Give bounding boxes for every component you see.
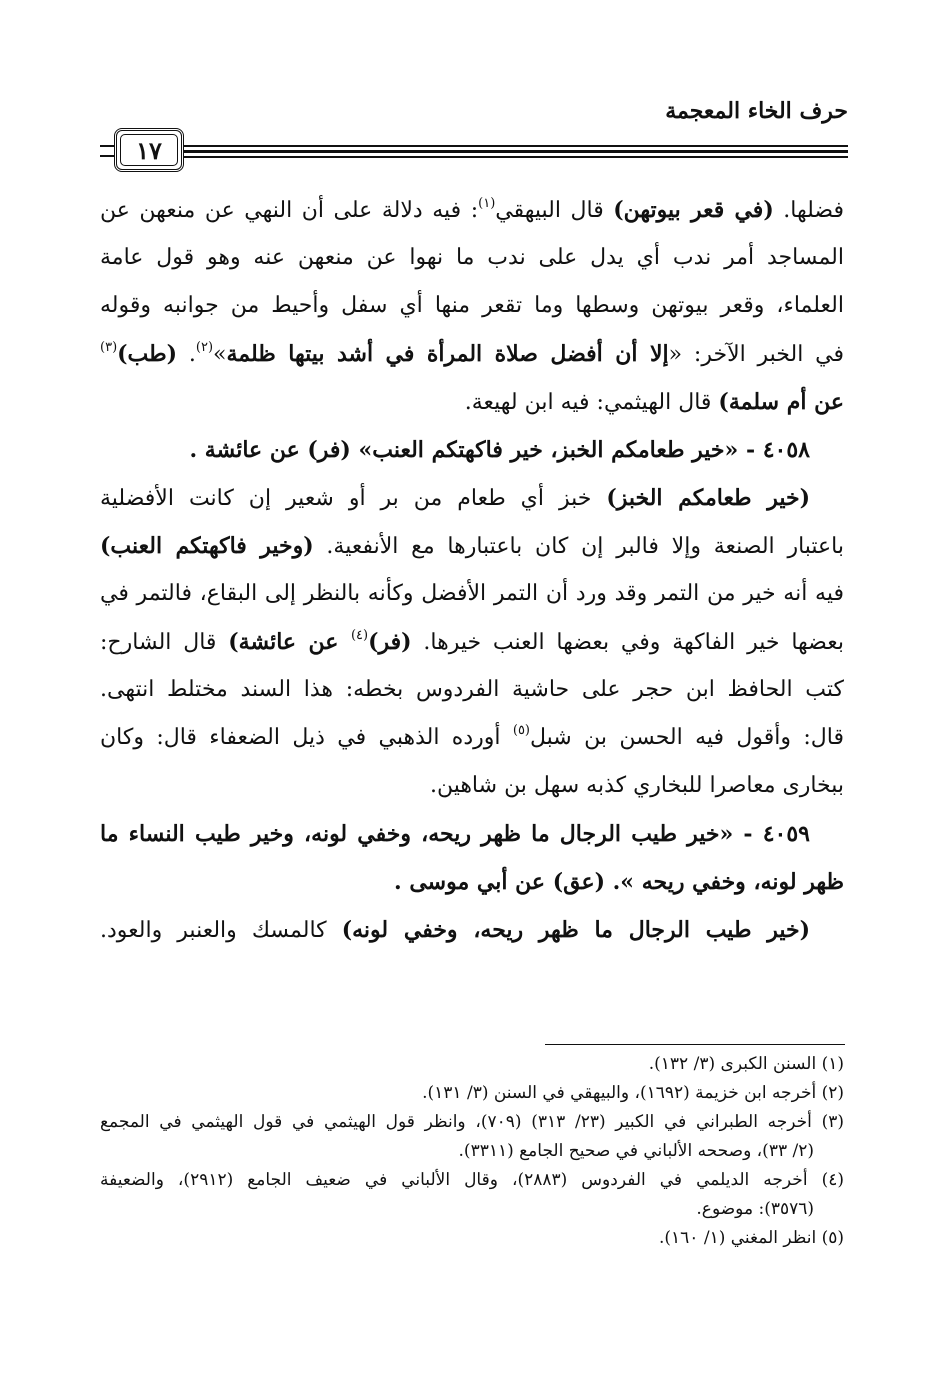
text-line: ببخارى معاصرا للبخاري كذبه سهل بن شاهين. — [429, 773, 844, 798]
text-line: كتب الحافظ ابن حجر على حاشية الفردوس بخطه: هذا السند مختلط انتهى. — [100, 677, 844, 702]
text-line: (خير طعامكم الخبز) خبز أي طعام من بر أو شعير إن كانت الأفضلية — [100, 485, 810, 511]
hadith-4059: ٤٠٥٩ - «خير طيب الرجال ما ظهر ريحه، وخفي لونه، وخير طيب النساء ما — [100, 821, 810, 847]
text-line: فيه أنه خير من التمر وقد ورد أن التمر الأفضل وكأنه بالنظر إلى البقاع، فالتمر في — [100, 581, 844, 606]
header-rule — [100, 128, 848, 176]
body-text — [100, 186, 844, 954]
footnote-ref: (٢) — [195, 340, 214, 355]
text-line: في الخبر الآخر: «إلا أن أفضل صلاة المرأة في أشد بيتها ظلمة»$^{(٢)}$. (طب)$^{(٣)}$ — [100, 340, 844, 367]
footnote-3-cont: (٢/ ٣٣)، وصححه الألباني في صحيح الجامع (٣٣١١). — [458, 1141, 814, 1161]
hadith-4058: ٤٠٥٨ - «خير طعامكم الخبز، خير فاكهتكم العنب» (فر) عن عائشة . — [189, 437, 810, 463]
text-line: فضلها. (في قعر بيوتهن) قال البيهقي$^{(١)}$: فيه دلالة على أن النهي عن منعهن عن — [100, 196, 844, 223]
footnote-ref: (٣) — [100, 340, 118, 355]
text-line: باعتبار الصنعة وإلا فالبر إن كان باعتبارها مع الأنفعية. (وخير فاكهتكم العنب) — [100, 533, 844, 559]
rule-tick-bottom — [100, 155, 114, 157]
footnote-ref: (٤) — [350, 628, 369, 643]
running-title: حرف الخاء المعجمة — [665, 98, 848, 124]
text-line: العلماء، وقعر بيوتهن وسطها وما تقعر منها أي سفل وأحيط من جوانبه وقوله — [100, 293, 844, 318]
hadith-4059-cont: ظهر لونه، وخفي ريحه ». (عق) عن أبي موسى . — [394, 869, 844, 895]
hadith-number: ٤٠٥٨ — [762, 437, 810, 463]
footnote-4-cont: (٣٥٧٦): موضوع. — [696, 1199, 814, 1219]
hadith-number: ٤٠٥٩ — [762, 821, 810, 847]
text-line: (خير طيب الرجال ما ظهر ريحه، وخفي لونه) كالمسك والعنبر والعود. — [100, 917, 810, 943]
rule-tick-top — [100, 145, 114, 147]
rule-line-2 — [184, 150, 848, 153]
text-line: بعضها خير الفاكهة وفي بعضها العنب خيرها. (فر)$^{(٤)}$ عن عائشة) قال الشارح: — [100, 628, 844, 655]
footnote-ref: (١) — [478, 196, 496, 211]
rule-line-1 — [184, 145, 848, 147]
footnote-4: (٤) أخرجه الديلمي في الفردوس (٢٨٨٣)، وقال الألباني في ضعيف الجامع (٢٩١٢)، والضعيفة — [100, 1170, 844, 1190]
footnote-5: (٥) انظر المغني (١/ ١٦٠). — [658, 1228, 844, 1248]
footnote-1: (١) السنن الكبرى (٣/ ١٣٢). — [648, 1054, 844, 1074]
text-line: قال: وأقول فيه الحسن بن شبل$^{(٥)}$ أورده الذهبي في ذيل الضعفاء قال: وكان — [100, 723, 844, 750]
footnote-3: (٣) أخرجه الطبراني في الكبير (٢٣/ ٣١٣) (٧٠٩)، وانظر قول الهيثمي في قول الهيثمي في المجمع — [100, 1112, 844, 1132]
footnote-separator — [545, 1044, 845, 1045]
text-line: عن أم سلمة) قال الهيثمي: فيه ابن لهيعة. — [464, 389, 844, 415]
text-line: المساجد أمر ندب أي يدل على ندب ما نهوا عن منعهن عنه وهو قول عامة — [100, 245, 844, 270]
page-number: ١٧ — [114, 128, 184, 172]
rule-line-3 — [184, 156, 848, 158]
footnote-ref: (٥) — [512, 723, 530, 738]
footnotes — [100, 1050, 844, 1253]
footnote-2: (٢) أخرجه ابن خزيمة (١٦٩٢)، والبيهقي في السنن (٣/ ١٣١). — [422, 1083, 844, 1103]
